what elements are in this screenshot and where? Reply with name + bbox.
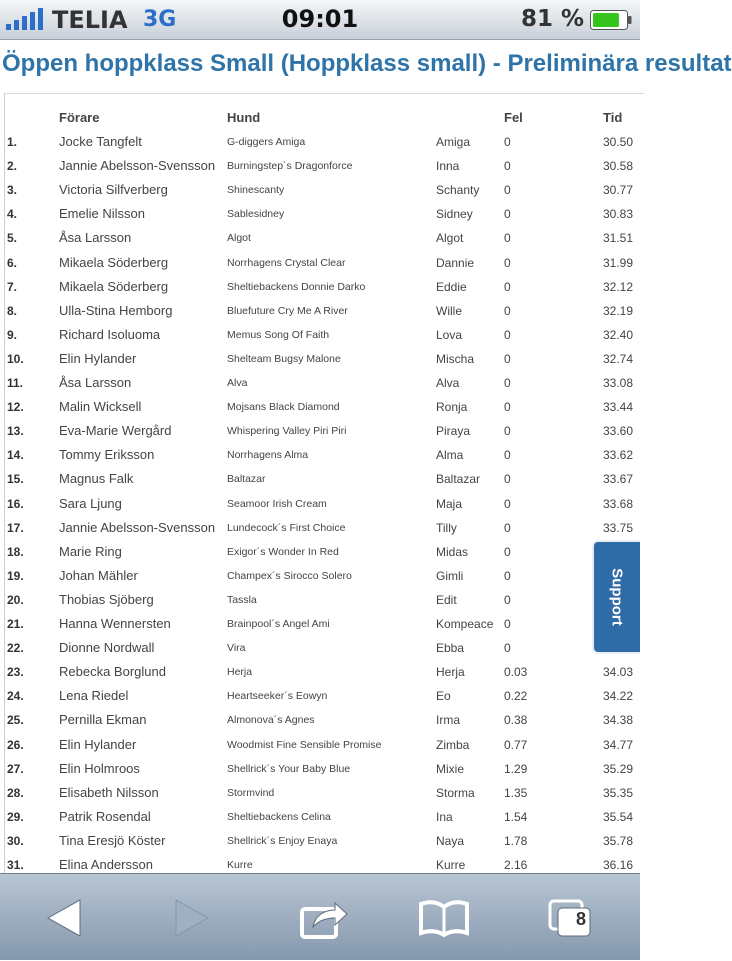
cell-tid: 33.68 <box>603 496 634 511</box>
cell-tid: 34.77 <box>603 737 634 752</box>
status-bar <box>0 0 640 40</box>
table-row <box>5 419 645 443</box>
table-row <box>5 178 645 202</box>
cell-fel: 0 <box>504 376 511 390</box>
cell-num: 11. <box>7 376 24 390</box>
cell-tid: 35.78 <box>603 833 634 848</box>
table-row <box>5 612 645 636</box>
bookmarks-button[interactable] <box>394 874 494 961</box>
cell-fel: 1.78 <box>504 833 528 848</box>
table-row <box>5 154 645 178</box>
cell-namn: Irma <box>436 713 460 728</box>
cell-num: 3. <box>7 183 18 198</box>
cell-fel: 0 <box>504 279 511 294</box>
cell-fel: 0 <box>504 424 511 439</box>
cell-num: 31. <box>7 858 24 872</box>
cell-num: 9. <box>7 327 18 342</box>
header-forare: Förare <box>59 110 100 125</box>
cell-forare: Marie Ring <box>59 543 122 559</box>
cell-fel: 0 <box>504 351 511 366</box>
cell-fel: 0 <box>504 231 511 246</box>
cell-tid: 30.83 <box>603 207 634 222</box>
table-row <box>5 492 645 516</box>
forward-arrow-icon <box>174 898 210 938</box>
table-row <box>5 251 645 275</box>
cell-namn: Mischa <box>436 351 475 366</box>
cell-num: 2. <box>7 159 18 174</box>
cell-num: 30. <box>7 833 24 848</box>
cell-forare: Rebecka Borglund <box>59 664 166 680</box>
cell-fel: 0.38 <box>504 713 528 728</box>
cell-hund: Shellrick´s Your Baby Blue <box>227 762 351 775</box>
cell-num: 8. <box>7 303 18 318</box>
cell-forare: Jocke Tangfelt <box>59 134 142 149</box>
table-header <box>5 106 645 130</box>
cell-num: 7. <box>7 279 18 294</box>
cell-hund: Shelteam Bugsy Malone <box>227 352 341 365</box>
cell-hund: Tassla <box>227 593 257 606</box>
cell-fel: 0.03 <box>504 665 528 680</box>
table-row <box>5 467 645 491</box>
table-row <box>5 805 645 829</box>
cell-hund: Brainpool´s Angel Ami <box>227 618 330 630</box>
cell-hund: Burningstep´s Dragonforce <box>227 160 353 173</box>
cell-hund: Shinescanty <box>227 184 285 197</box>
table-row <box>5 516 645 540</box>
cell-hund: Baltazar <box>227 473 266 486</box>
results-table <box>4 93 644 873</box>
cell-namn: Zimba <box>436 737 470 752</box>
cell-forare: Elisabeth Nilsson <box>59 784 159 800</box>
cell-hund: Norrhagens Crystal Clear <box>227 256 346 269</box>
cell-namn: Alva <box>436 376 460 390</box>
cell-namn: Ronja <box>436 400 468 415</box>
cell-fel: 0 <box>504 135 511 149</box>
cell-num: 15. <box>7 472 24 487</box>
cell-num: 6. <box>7 255 18 270</box>
cell-forare: Jannie Abelsson-Svensson <box>59 519 216 535</box>
table-row <box>5 226 645 250</box>
cell-forare: Mikaela Söderberg <box>59 254 169 270</box>
cell-forare: Magnus Falk <box>59 471 134 487</box>
cell-num: 17. <box>7 520 24 535</box>
cell-namn: Dannie <box>436 255 475 270</box>
cell-fel: 0 <box>504 183 511 198</box>
header-fel: Fel <box>504 110 523 125</box>
cell-forare: Pernilla Ekman <box>59 712 147 728</box>
cell-namn: Kompeace <box>436 617 494 631</box>
cell-tid: 33.44 <box>603 400 634 415</box>
cell-fel: 0 <box>504 303 511 318</box>
share-icon <box>299 897 349 939</box>
cell-forare: Hanna Wennersten <box>59 616 171 631</box>
table-row <box>5 540 645 564</box>
cell-fel: 0 <box>504 327 511 342</box>
back-arrow-icon <box>46 898 82 938</box>
cell-hund: Kurre <box>227 859 253 871</box>
table-row <box>5 829 645 853</box>
cell-forare: Elin Holmroos <box>59 760 140 776</box>
cell-namn: Kurre <box>436 858 466 872</box>
bookmarks-book-icon <box>418 900 470 936</box>
cell-num: 21. <box>7 617 24 631</box>
cell-hund: Seamoor Irish Cream <box>227 497 327 510</box>
cell-forare: Elin Hylander <box>59 350 137 366</box>
cell-num: 13. <box>7 424 24 439</box>
cell-num: 4. <box>7 207 18 222</box>
cell-fel: 0 <box>504 400 511 415</box>
table-row <box>5 757 645 781</box>
tab-count: 8 <box>575 909 586 929</box>
cell-forare: Victoria Silfverberg <box>59 182 168 198</box>
table-row <box>5 636 645 660</box>
cell-num: 24. <box>7 689 24 704</box>
back-button[interactable] <box>14 874 114 961</box>
cell-namn: Inna <box>436 159 460 174</box>
cell-fel: 0.22 <box>504 689 528 704</box>
cell-tid: 36.16 <box>603 858 634 872</box>
cell-namn: Eddie <box>436 279 467 294</box>
cell-hund: Exigor´s Wonder In Red <box>227 545 339 558</box>
cell-forare: Lena Riedel <box>59 688 129 704</box>
cell-tid: 33.67 <box>603 472 634 487</box>
carrier-name: TELIA <box>52 6 128 34</box>
cell-num: 27. <box>7 761 24 776</box>
cell-fel: 1.35 <box>504 785 528 800</box>
cell-hund: Champex´s Sirocco Solero <box>227 569 352 582</box>
table-row <box>5 781 645 805</box>
cell-hund: Sheltiebackens Celina <box>227 810 331 823</box>
cell-namn: Ebba <box>436 641 465 656</box>
cell-num: 19. <box>7 568 24 583</box>
cell-tid: 32.74 <box>603 351 634 366</box>
cell-forare: Eva-Marie Wergård <box>59 423 172 439</box>
cell-forare: Richard Isoluoma <box>59 326 161 342</box>
table-row <box>5 443 645 467</box>
cell-fel: 0 <box>504 496 511 511</box>
table-row <box>5 660 645 684</box>
cell-fel: 0 <box>504 255 511 270</box>
cell-forare: Elina Andersson <box>59 857 153 872</box>
cell-namn: Tilly <box>436 520 457 535</box>
cell-num: 1. <box>7 135 18 149</box>
cell-tid: 33.75 <box>603 520 634 535</box>
cell-namn: Sidney <box>436 207 473 222</box>
cell-num: 16. <box>7 496 24 511</box>
cell-num: 29. <box>7 809 24 824</box>
cell-fel: 0 <box>504 159 511 174</box>
cell-forare: Thobias Sjöberg <box>59 591 154 607</box>
cell-forare: Tommy Eriksson <box>59 447 155 463</box>
cell-forare: Mikaela Söderberg <box>59 278 169 294</box>
cell-tid: 30.50 <box>603 135 634 149</box>
cell-tid: 35.35 <box>603 785 634 800</box>
table-row <box>5 323 645 347</box>
clock: 09:01 <box>281 5 359 33</box>
cell-hund: Memus Song Of Faith <box>227 328 330 341</box>
forward-button[interactable] <box>142 874 242 961</box>
cell-hund: Stormvind <box>227 786 275 799</box>
cell-namn: Gimli <box>436 568 464 583</box>
header-tid: Tid <box>603 110 623 125</box>
cell-hund: Bluefuture Cry Me A River <box>227 304 348 317</box>
cell-hund: Woodmist Fine Sensible Promise <box>227 738 382 751</box>
table-row <box>5 202 645 226</box>
cell-tid: 32.40 <box>603 327 634 342</box>
cell-tid: 31.99 <box>603 255 634 270</box>
cell-namn: Amiga <box>436 135 471 149</box>
cell-forare: Åsa Larsson <box>59 230 132 246</box>
cell-namn: Storma <box>436 785 475 800</box>
cell-hund: Herja <box>227 666 253 679</box>
cell-tid: 35.29 <box>603 761 634 776</box>
cell-forare: Åsa Larsson <box>59 375 132 390</box>
cell-namn: Piraya <box>436 424 471 439</box>
cell-num: 22. <box>7 641 24 656</box>
cell-fel: 2.16 <box>504 858 528 872</box>
cell-hund: Lundecock´s First Choice <box>227 521 346 534</box>
cell-num: 26. <box>7 737 24 752</box>
cell-hund: Mojsans Black Diamond <box>227 401 340 414</box>
header-hund: Hund <box>227 110 261 125</box>
cell-num: 20. <box>7 592 24 607</box>
cell-tid: 34.03 <box>603 665 634 680</box>
cell-forare: Dionne Nordwall <box>59 640 155 656</box>
cell-num: 10. <box>7 351 24 366</box>
cell-namn: Alma <box>436 448 464 463</box>
table-row <box>5 371 645 395</box>
cell-tid: 34.38 <box>603 713 634 728</box>
cell-fel: 0 <box>504 472 511 487</box>
cell-tid: 34.22 <box>603 689 634 704</box>
support-label: Support <box>608 568 626 626</box>
cell-tid: 31.51 <box>603 231 634 246</box>
cell-tid: 33.60 <box>603 424 634 439</box>
table-row <box>5 684 645 708</box>
battery-icon <box>590 10 632 30</box>
cell-tid: 35.54 <box>603 809 634 824</box>
table-row <box>5 395 645 419</box>
cell-tid: 32.12 <box>603 279 634 294</box>
cell-forare: Emelie Nilsson <box>59 206 145 222</box>
cell-namn: Wille <box>436 303 462 318</box>
cell-hund: Sheltiebackens Donnie Darko <box>227 280 366 293</box>
cell-num: 14. <box>7 448 24 463</box>
cell-tid: 33.62 <box>603 448 634 463</box>
cell-namn: Maja <box>436 496 463 511</box>
cell-forare: Tina Eresjö Köster <box>59 832 166 848</box>
cell-fel: 1.54 <box>504 809 528 824</box>
cell-forare: Sara Ljung <box>59 495 122 511</box>
cell-num: 5. <box>7 231 18 246</box>
cell-namn: Algot <box>436 231 464 246</box>
cell-hund: Shellrick´s Enjoy Enaya <box>227 834 338 847</box>
support-button[interactable] <box>592 540 640 654</box>
cell-fel: 0 <box>504 544 511 559</box>
cell-namn: Ina <box>436 809 453 824</box>
cell-namn: Lova <box>436 327 463 342</box>
cell-hund: Heartseeker´s Eowyn <box>227 690 328 703</box>
network-type: 3G <box>143 7 177 32</box>
cell-namn: Schanty <box>436 183 480 198</box>
table-row <box>5 275 645 299</box>
cell-hund: Norrhagens Alma <box>227 449 309 462</box>
cell-namn: Edit <box>436 592 457 607</box>
cell-fel: 0 <box>504 617 511 631</box>
table-row <box>5 347 645 371</box>
page-title: Öppen hoppklass Small (Hoppklass small) - Preliminära resultat <box>2 50 732 77</box>
cell-tid: 33.08 <box>603 376 634 390</box>
cell-fel: 0 <box>504 641 511 656</box>
cell-hund: Algot <box>227 232 251 245</box>
cell-num: 25. <box>7 713 24 728</box>
cell-tid: 32.19 <box>603 303 634 318</box>
cell-hund: Almonova´s Agnes <box>227 714 315 727</box>
table-row <box>5 299 645 323</box>
cell-fel: 0 <box>504 207 511 222</box>
cell-namn: Mixie <box>436 761 465 776</box>
cell-hund: G-diggers Amiga <box>227 136 306 148</box>
battery-percent: 81 % <box>520 6 584 32</box>
cell-forare: Patrik Rosendal <box>59 808 151 824</box>
cell-num: 12. <box>7 400 24 415</box>
cell-fel: 0 <box>504 520 511 535</box>
share-button[interactable] <box>274 874 374 961</box>
cell-hund: Vira <box>227 642 246 655</box>
tabs-button[interactable] <box>520 874 620 961</box>
cell-hund: Sablesidney <box>227 208 285 221</box>
cell-tid: 30.77 <box>603 183 634 198</box>
cell-num: 23. <box>7 665 24 680</box>
table-row <box>5 564 645 588</box>
table-row <box>5 708 645 732</box>
cell-fel: 0 <box>504 592 511 607</box>
cell-forare: Malin Wicksell <box>59 399 142 415</box>
browser-toolbar <box>0 873 640 960</box>
table-row <box>5 733 645 757</box>
cell-num: 18. <box>7 544 24 559</box>
cell-forare: Johan Mähler <box>59 567 138 583</box>
cell-namn: Baltazar <box>436 472 481 487</box>
cell-namn: Herja <box>436 665 465 680</box>
cell-forare: Ulla-Stina Hemborg <box>59 302 173 318</box>
cell-namn: Naya <box>436 833 465 848</box>
cell-hund: Alva <box>227 377 248 389</box>
cell-namn: Eo <box>436 689 451 704</box>
cell-forare: Elin Hylander <box>59 736 137 752</box>
cell-forare: Jannie Abelsson-Svensson <box>59 158 216 174</box>
cell-num: 28. <box>7 785 24 800</box>
cell-tid: 30.58 <box>603 159 634 174</box>
cell-fel: 0.77 <box>504 737 528 752</box>
cell-fel: 0 <box>504 448 511 463</box>
table-row <box>5 130 645 154</box>
cell-hund: Whispering Valley Piri Piri <box>227 425 347 438</box>
table-row <box>5 588 645 612</box>
cell-namn: Midas <box>436 544 469 559</box>
cell-fel: 0 <box>504 568 511 583</box>
cell-fel: 1.29 <box>504 761 528 776</box>
